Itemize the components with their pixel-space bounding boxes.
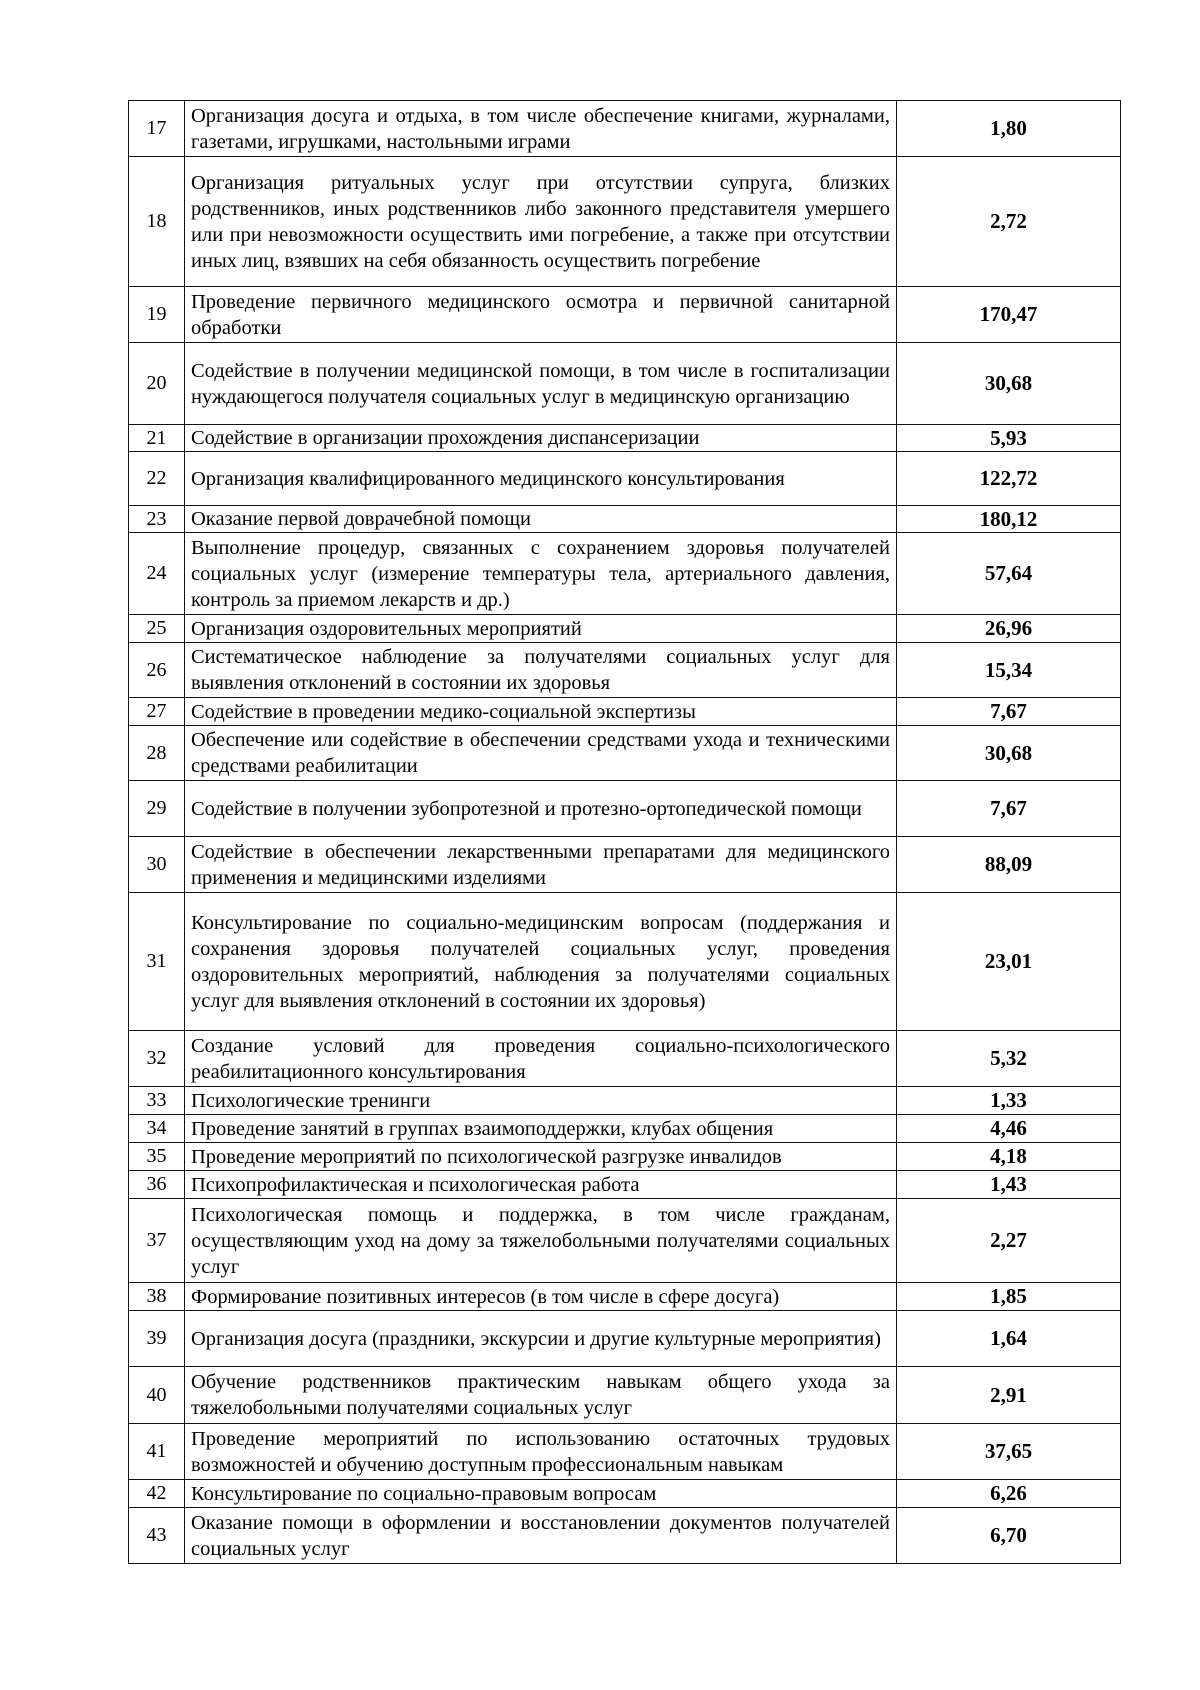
service-value: 1,33 (897, 1087, 1121, 1115)
service-value: 1,80 (897, 101, 1121, 157)
service-name: Проведение занятий в группах взаимоподдержки, клубах общения (185, 1115, 897, 1143)
service-name: Содействие в проведении медико-социальной экспертизы (185, 698, 897, 726)
row-number: 38 (129, 1283, 185, 1311)
service-value: 4,46 (897, 1115, 1121, 1143)
service-name: Содействие в обеспечении лекарственными препаратами для медицинского применения и медицинскими изделиями (185, 837, 897, 893)
row-number: 18 (129, 157, 185, 287)
service-value: 7,67 (897, 698, 1121, 726)
table-row (129, 837, 1121, 893)
service-name: Проведение мероприятий по психологической разгрузке инвалидов (185, 1143, 897, 1171)
service-value: 1,85 (897, 1283, 1121, 1311)
service-value: 1,43 (897, 1171, 1121, 1199)
table-row (129, 615, 1121, 643)
row-number: 22 (129, 452, 185, 506)
service-value: 30,68 (897, 726, 1121, 781)
table-row (129, 287, 1121, 343)
service-name: Организация ритуальных услуг при отсутствии супруга, близких родственников, иных родственников либо законного представителя умершего или при невозможности осуществить ими погребение, а также при отсутствии иных лиц, взявших на себя обязанность осуществить погребение (185, 157, 897, 287)
row-number: 23 (129, 506, 185, 533)
row-number: 34 (129, 1115, 185, 1143)
service-name: Обучение родственников практическим навыкам общего ухода за тяжелобольными получателями социальных услуг (185, 1367, 897, 1424)
table-row (129, 1480, 1121, 1508)
row-number: 17 (129, 101, 185, 157)
service-name: Оказание первой доврачебной помощи (185, 506, 897, 533)
table-row (129, 893, 1121, 1031)
table-row (129, 643, 1121, 698)
service-value: 5,32 (897, 1031, 1121, 1087)
service-value: 15,34 (897, 643, 1121, 698)
service-name: Содействие в организации прохождения диспансеризации (185, 425, 897, 452)
row-number: 29 (129, 781, 185, 837)
service-value: 6,70 (897, 1508, 1121, 1564)
service-name: Психопрофилактическая и психологическая работа (185, 1171, 897, 1199)
service-value: 2,91 (897, 1367, 1121, 1424)
service-name: Систематическое наблюдение за получателями социальных услуг для выявления отклонений в состоянии их здоровья (185, 643, 897, 698)
row-number: 32 (129, 1031, 185, 1087)
service-value: 6,26 (897, 1480, 1121, 1508)
table-body (129, 101, 1121, 1564)
table-row (129, 1087, 1121, 1115)
row-number: 24 (129, 533, 185, 615)
service-value: 57,64 (897, 533, 1121, 615)
service-name: Организация квалифицированного медицинского консультирования (185, 452, 897, 506)
row-number: 37 (129, 1199, 185, 1283)
service-value: 1,64 (897, 1311, 1121, 1367)
row-number: 41 (129, 1424, 185, 1480)
service-name: Выполнение процедур, связанных с сохранением здоровья получателей социальных услуг (измерение температуры тела, артериального давления, контроль за приемом лекарств и др.) (185, 533, 897, 615)
service-value: 37,65 (897, 1424, 1121, 1480)
service-name: Содействие в получении медицинской помощи, в том числе в госпитализации нуждающегося получателя социальных услуг в медицинскую организацию (185, 343, 897, 425)
table-row (129, 343, 1121, 425)
service-value: 5,93 (897, 425, 1121, 452)
table-row (129, 1367, 1121, 1424)
row-number: 20 (129, 343, 185, 425)
service-name: Психологические тренинги (185, 1087, 897, 1115)
table-row (129, 157, 1121, 287)
table-row (129, 425, 1121, 452)
table-row (129, 101, 1121, 157)
service-value: 180,12 (897, 506, 1121, 533)
row-number: 19 (129, 287, 185, 343)
service-name: Проведение мероприятий по использованию остаточных трудовых возможностей и обучению доступным профессиональным навыкам (185, 1424, 897, 1480)
service-name: Формирование позитивных интересов (в том числе в сфере досуга) (185, 1283, 897, 1311)
row-number: 30 (129, 837, 185, 893)
row-number: 21 (129, 425, 185, 452)
row-number: 43 (129, 1508, 185, 1564)
row-number: 27 (129, 698, 185, 726)
row-number: 26 (129, 643, 185, 698)
services-tariff-table (128, 100, 1121, 1564)
table-row (129, 726, 1121, 781)
table-row (129, 533, 1121, 615)
service-value: 2,27 (897, 1199, 1121, 1283)
table-row (129, 1199, 1121, 1283)
service-name: Консультирование по социально-правовым вопросам (185, 1480, 897, 1508)
table-row (129, 1143, 1121, 1171)
row-number: 39 (129, 1311, 185, 1367)
service-value: 2,72 (897, 157, 1121, 287)
row-number: 35 (129, 1143, 185, 1171)
service-name: Оказание помощи в оформлении и восстановлении документов получателей социальных услуг (185, 1508, 897, 1564)
service-name: Организация досуга (праздники, экскурсии и другие культурные мероприятия) (185, 1311, 897, 1367)
service-name: Обеспечение или содействие в обеспечении средствами ухода и техническими средствами реабилитации (185, 726, 897, 781)
service-value: 26,96 (897, 615, 1121, 643)
service-value: 23,01 (897, 893, 1121, 1031)
table-row (129, 1115, 1121, 1143)
table-row (129, 1311, 1121, 1367)
service-name: Консультирование по социально-медицинским вопросам (поддержания и сохранения здоровья получателей социальных услуг, проведения оздоровительных мероприятий, наблюдения за получателями социальных услуг для выявления отклонений в состоянии их здоровья) (185, 893, 897, 1031)
table-row (129, 1508, 1121, 1564)
service-value: 88,09 (897, 837, 1121, 893)
table-row (129, 698, 1121, 726)
table-row (129, 1171, 1121, 1199)
service-value: 7,67 (897, 781, 1121, 837)
row-number: 25 (129, 615, 185, 643)
service-name: Организация досуга и отдыха, в том числе обеспечение книгами, журналами, газетами, игрушками, настольными играми (185, 101, 897, 157)
table-row (129, 506, 1121, 533)
table-row (129, 1283, 1121, 1311)
table-row (129, 452, 1121, 506)
row-number: 42 (129, 1480, 185, 1508)
service-value: 30,68 (897, 343, 1121, 425)
service-value: 4,18 (897, 1143, 1121, 1171)
row-number: 36 (129, 1171, 185, 1199)
table-row (129, 1031, 1121, 1087)
table-row (129, 781, 1121, 837)
row-number: 31 (129, 893, 185, 1031)
service-name: Содействие в получении зубопротезной и протезно-ортопедической помощи (185, 781, 897, 837)
row-number: 28 (129, 726, 185, 781)
service-value: 170,47 (897, 287, 1121, 343)
service-name: Организация оздоровительных мероприятий (185, 615, 897, 643)
service-name: Проведение первичного медицинского осмотра и первичной санитарной обработки (185, 287, 897, 343)
service-value: 122,72 (897, 452, 1121, 506)
row-number: 33 (129, 1087, 185, 1115)
row-number: 40 (129, 1367, 185, 1424)
service-name: Создание условий для проведения социально-психологического реабилитационного консультирования (185, 1031, 897, 1087)
service-name: Психологическая помощь и поддержка, в том числе гражданам, осуществляющим уход на дому за тяжелобольными получателями социальных услуг (185, 1199, 897, 1283)
table-row (129, 1424, 1121, 1480)
